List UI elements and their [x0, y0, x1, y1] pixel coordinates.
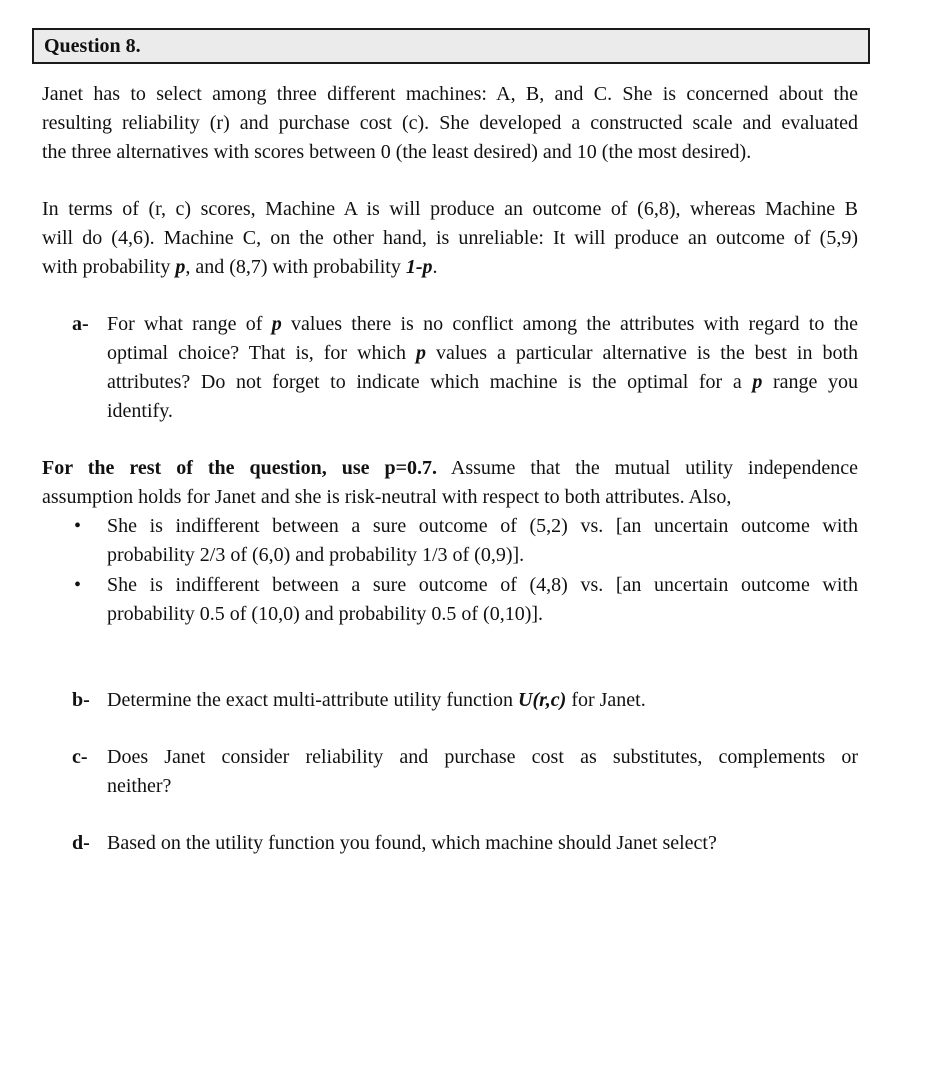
text-fragment: . [432, 256, 438, 278]
part-a-marker: a- [72, 313, 89, 335]
part-a-body [107, 310, 858, 426]
part-b-line [107, 686, 858, 715]
scores-paragraph [42, 195, 858, 282]
part-a-line: identify. [107, 400, 173, 422]
part-a-line [107, 310, 858, 339]
part-c-body [107, 743, 858, 801]
utility-function: U(r,c) [518, 689, 567, 711]
text-fragment: range you [762, 371, 859, 393]
part-c-marker: c- [72, 746, 88, 768]
text-fragment: optimal choice? That is, for which [107, 342, 416, 364]
question-header [32, 28, 870, 64]
text-fragment: attributes? Do not forget to indicate which machine is the optimal for a [107, 371, 753, 393]
prob-p: p [175, 256, 186, 278]
text-fragment: values a particular alternative is the best in both [425, 342, 859, 364]
part-a-line [107, 339, 858, 368]
assumptions-line [42, 454, 858, 483]
text-fragment: For what range of [107, 313, 272, 335]
bullet-dot: • [74, 574, 82, 596]
scores-line: In terms of (r, c) scores, Machine A is will produce an outcome of (6,8), whereas Machine B [42, 198, 858, 220]
scores-line-probabilities [42, 253, 858, 282]
part-c-line: Does Janet consider reliability and purchase cost as substitutes, complements or [107, 746, 858, 768]
part-d-marker: d- [72, 832, 90, 854]
intro-line: the three alternatives with scores between 0 (the least desired) and 10 (the most desired). [42, 141, 752, 163]
scores-line: will do (4,6). Machine C, on the other hand, is unreliable: It will produce an outcome of (5,9) [42, 227, 858, 249]
part-d-line: Based on the utility function you found, which machine should Janet select? [107, 832, 717, 854]
intro-line: resulting reliability (r) and purchase cost (c). She developed a constructed scale and evaluated [42, 112, 858, 134]
text-fragment: with probability [42, 256, 176, 278]
text-fragment: Determine the exact multi-attribute utility function [107, 689, 518, 711]
assumptions-line: assumption holds for Janet and she is risk-neutral with respect to both attributes. Also, [42, 486, 732, 508]
bullet-body [107, 512, 858, 570]
intro-paragraph [42, 80, 858, 167]
part-a-line [107, 368, 858, 397]
bullet-line: She is indifferent between a sure outcome of (5,2) vs. [an uncertain outcome with [107, 515, 858, 537]
prob-one-minus-p: 1-p [405, 256, 433, 278]
text-fragment: values there is no conflict among the attributes with regard to the [281, 313, 858, 335]
text-fragment: for Janet. [566, 689, 646, 711]
bullet-dot: • [74, 515, 82, 537]
text-fragment: , and (8,7) with probability [185, 256, 406, 278]
bullet-line: probability 0.5 of (10,0) and probability 0.5 of (0,10)]. [107, 603, 544, 625]
bullet-line: She is indifferent between a sure outcome of (4,8) vs. [an uncertain outcome with [107, 574, 858, 596]
assumption-bold: For the rest of the question, use p=0.7. [42, 457, 438, 479]
intro-line: Janet has to select among three different machines: A, B, and C. She is concerned about the [42, 83, 858, 105]
text-fragment: Assume that the mutual utility independence [437, 457, 858, 479]
question-title: Question 8. [44, 35, 141, 57]
assumptions-paragraph [42, 454, 858, 512]
part-d-body [107, 829, 858, 858]
part-c-line: neither? [107, 775, 172, 797]
part-b-marker: b- [72, 689, 90, 711]
bullet-body [107, 571, 858, 629]
var-p: p [415, 342, 426, 364]
bullet-line: probability 2/3 of (6,0) and probability 1/3 of (0,9)]. [107, 544, 525, 566]
var-p: p [271, 313, 282, 335]
var-p: p [752, 371, 763, 393]
part-b-body [107, 686, 858, 715]
